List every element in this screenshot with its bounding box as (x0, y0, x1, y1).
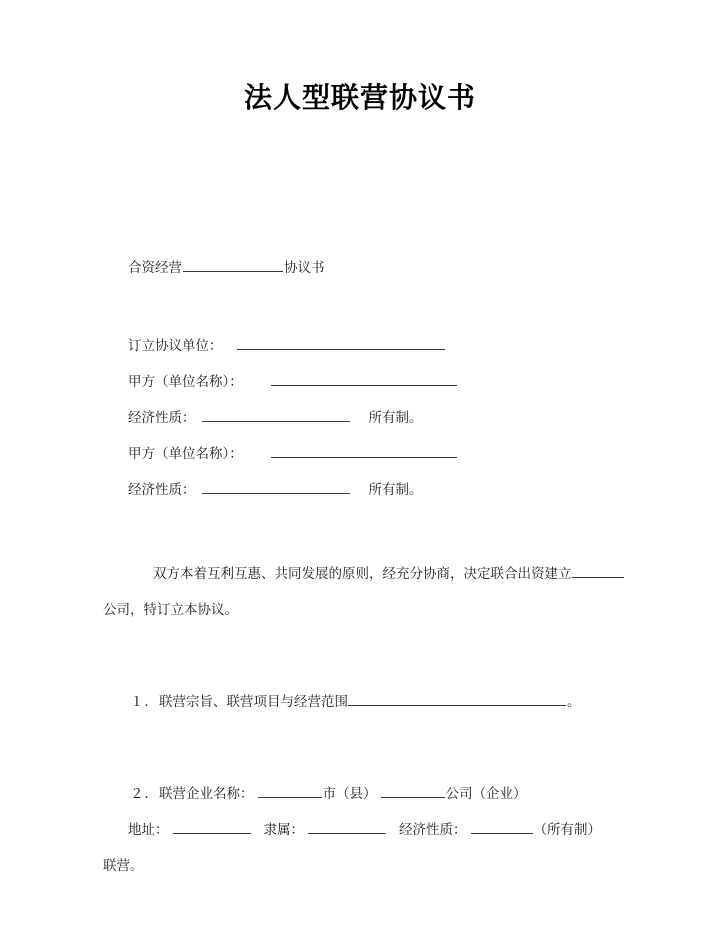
heading-prefix: 合资经营 (128, 260, 182, 275)
party-line-economic-nature-second (103, 472, 637, 508)
clause-text: 联营宗旨、联营项目与经营范围 (159, 694, 348, 709)
spacer (103, 286, 637, 328)
belong-blank (308, 820, 386, 835)
document-body (103, 250, 637, 884)
party-line-economic-nature-first (103, 400, 637, 436)
address-line (103, 812, 637, 848)
preamble-line-1 (103, 556, 637, 592)
party-label: 经济性质： (128, 482, 196, 497)
preamble-text-cont: 公司，特订立本协议。 (103, 602, 238, 617)
clause-1 (103, 684, 637, 720)
heading-suffix: 协议书 (284, 260, 325, 275)
clause-blank-city (258, 784, 322, 799)
party-label: 甲方（单位名称）： (128, 446, 243, 461)
spacer (103, 628, 637, 684)
clause-mid-1: 市（县） (322, 786, 377, 801)
economic-nature-tail: （所有制） (533, 822, 601, 837)
party-suffix: 所有制。 (368, 482, 423, 497)
page-title: 法人型联营协议书 (243, 82, 476, 113)
clause-mid-2: 公司（企业） (445, 786, 527, 801)
party-line-party-a-second (103, 436, 637, 472)
preamble-text: 双方本着互利互惠、共同发展的原则，经充分协商，决定联合出资建立 (153, 566, 572, 581)
address-line-continuation (103, 848, 637, 884)
heading-blank (183, 258, 283, 273)
clause-text: 联营企业名称： (159, 786, 254, 801)
economic-nature-label: 经济性质： (399, 822, 467, 837)
preamble-line-2 (103, 592, 637, 628)
clause-number: １． (130, 694, 159, 709)
party-line-party-a-first (103, 364, 637, 400)
party-blank (202, 480, 350, 495)
belong-label: 隶属： (263, 822, 304, 837)
preamble-blank (572, 564, 624, 579)
party-blank (202, 408, 350, 423)
clause-blank-company (381, 784, 445, 799)
party-suffix: 所有制。 (368, 410, 423, 425)
address-blank (173, 820, 251, 835)
party-blank (271, 372, 457, 387)
party-blank (237, 336, 445, 351)
party-label: 经济性质： (128, 410, 196, 425)
clause-tail: 。 (567, 694, 581, 709)
economic-nature-blank (471, 820, 533, 835)
clause-blank (348, 692, 566, 707)
clause-2 (103, 776, 637, 812)
party-blank (271, 444, 457, 459)
party-label: 订立协议单位： (128, 338, 223, 353)
continuation-text: 联营。 (103, 858, 144, 873)
address-label: 地址： (128, 822, 169, 837)
spacer (103, 508, 637, 556)
spacer (103, 720, 637, 776)
clause-number: ２． (130, 786, 159, 801)
heading-line (103, 250, 637, 286)
party-label: 甲方（单位名称）： (128, 374, 243, 389)
party-line-contracting-unit (103, 328, 637, 364)
